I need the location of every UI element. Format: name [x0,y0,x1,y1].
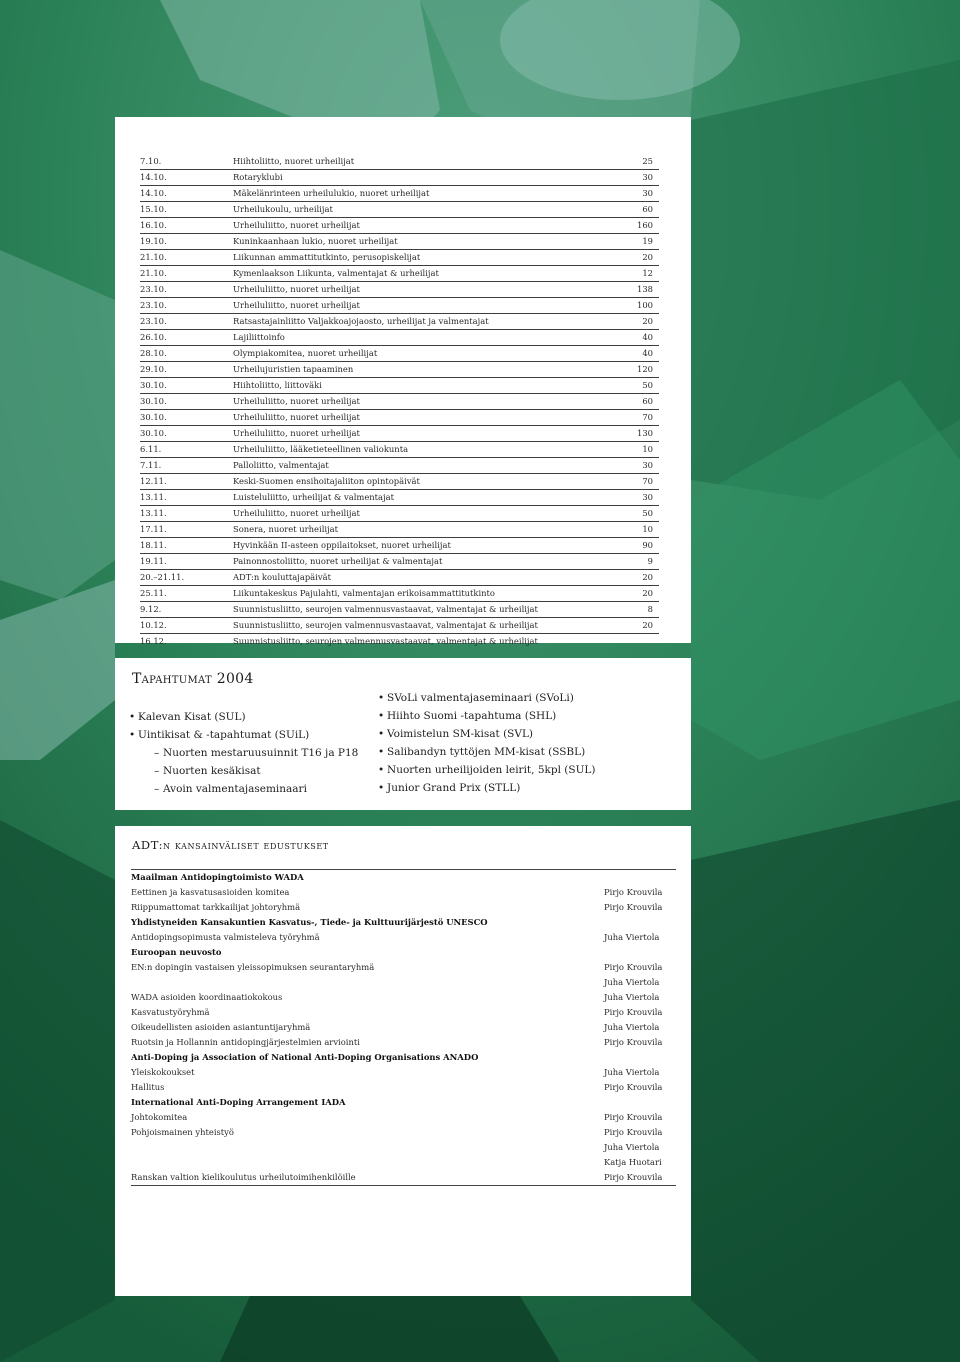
event-text: Nuorten mestaruusuinnit T16 ja P18 [163,747,359,759]
bullet-marker: • [378,710,385,722]
schedule-description: Suunnistusliitto, seurojen valmennusvastaavat, valmentajat & urheilijat [233,620,538,630]
schedule-description: Kymenlaakson Liikunta, valmentajat & urheilijat [233,268,439,278]
schedule-row [140,554,659,570]
schedule-row [140,250,659,266]
adt-person: Pirjo Krouvila [604,1127,663,1137]
adt-label: Pohjoismainen yhteistyö [131,1127,234,1137]
schedule-date: 26.10. [140,332,167,342]
schedule-row [140,202,659,218]
schedule-date: 10.12. [140,620,167,630]
schedule-row [140,410,659,426]
event-text: Nuorten urheilijoiden leirit, 5kpl (SUL) [387,764,596,776]
schedule-row [140,170,659,186]
adt-label: Yhdistyneiden Kansakuntien Kasvatus-, Tiede- ja Kulttuurijärjestö UNESCO [131,917,488,927]
schedule-count: 160 [637,220,653,230]
schedule-description: Urheiluliitto, nuoret urheilijat [233,300,360,310]
schedule-count: 50 [642,380,653,390]
events-list-left [129,708,358,798]
schedule-count: 20 [642,252,653,262]
adt-row [131,930,676,945]
adt-label: Yleiskokoukset [131,1067,195,1077]
schedule-row [140,186,659,202]
schedule-row [140,330,659,346]
schedule-date: 12.11. [140,476,167,486]
schedule-date: 9.12. [140,604,162,614]
schedule-count: 20 [642,588,653,598]
schedule-count: 20 [642,572,653,582]
bullet-marker: • [378,764,385,776]
schedule-count: 60 [642,396,653,406]
schedule-row [140,602,659,618]
adt-label: Eettinen ja kasvatusasioiden komitea [131,887,290,897]
adt-row [131,1080,676,1095]
schedule-row [140,506,659,522]
schedule-date: 13.11. [140,492,167,502]
schedule-row [140,154,659,170]
schedule-count: 60 [642,204,653,214]
event-text: Nuorten kesäkisat [163,765,261,777]
schedule-count: 30 [642,172,653,182]
schedule-date: 17.11. [140,524,167,534]
event-text: Avoin valmentajaseminaari [163,783,307,795]
schedule-count: 30 [642,492,653,502]
schedule-description: Keski-Suomen ensihoitajaliiton opintopäivät [233,476,420,486]
event-item [378,743,596,761]
schedule-date: 19.10. [140,236,167,246]
schedule-count: 8 [647,604,653,614]
schedule-date: 19.11. [140,556,167,566]
adt-person: Juha Viertola [604,1067,660,1077]
schedule-date: 21.10. [140,252,167,262]
event-text: Uintikisat & -tapahtumat (SUiL) [138,729,310,741]
adt-organization-heading [131,945,676,960]
schedule-date: 18.11. [140,540,167,550]
event-item [129,762,358,780]
schedule-date: 23.10. [140,284,167,294]
schedule-description: Liikunnan ammattitutkinto, perusopiskelijat [233,252,421,262]
schedule-count: 10 [642,444,653,454]
schedule-date: 30.10. [140,428,167,438]
adt-row [131,975,676,990]
schedule-description: Painonnostoliitto, nuoret urheilijat & valmentajat [233,556,443,566]
adt-person: Juha Viertola [604,1022,660,1032]
schedule-row [140,458,659,474]
events-list-right [378,689,596,797]
event-text: SVoLi valmentajaseminaari (SVoLi) [387,692,574,704]
adt-person: Katja Huotari [604,1157,662,1167]
schedule-row [140,442,659,458]
adt-person: Juha Viertola [604,992,660,1002]
adt-organization-heading [131,1050,676,1065]
schedule-row [140,426,659,442]
schedule-description: Hyvinkään II-asteen oppilaitokset, nuoret urheilijat [233,540,451,550]
adt-person: Pirjo Krouvila [604,1007,663,1017]
schedule-row [140,634,659,649]
adt-title: ADT:n kansainväliset edustukset [132,838,329,852]
schedule-date: 6.11. [140,444,162,454]
schedule-count: 90 [642,540,653,550]
bullet-marker: • [378,728,385,740]
adt-organization-heading [131,1095,676,1110]
schedule-description: Sonera, nuoret urheilijat [233,524,339,534]
adt-row [131,885,676,900]
adt-row [131,900,676,915]
schedule-date: 23.10. [140,316,167,326]
schedule-description: Rotaryklubi [233,172,283,182]
adt-label: International Anti-Doping Arrangement IADA [131,1097,346,1107]
schedule-description: Urheilukoulu, urheilijat [233,204,333,214]
schedule-date: 20.–21.11. [140,572,185,582]
schedule-row [140,266,659,282]
event-text: Junior Grand Prix (STLL) [387,782,521,794]
adt-label: Johtokomitea [131,1112,188,1122]
adt-label: Kasvatustyöryhmä [131,1007,210,1017]
adt-label: EN:n dopingin vastaisen yleissopimuksen seurantaryhmä [131,962,375,972]
adt-organization-heading [131,915,676,930]
adt-label: Ruotsin ja Hollannin antidopingjärjestelmien arviointi [131,1037,360,1047]
schedule-date: 30.10. [140,380,167,390]
schedule-row [140,538,659,554]
adt-label: WADA asioiden koordinaatiokokous [131,992,283,1002]
schedule-row [140,378,659,394]
schedule-description: ADT:n kouluttajapäivät [233,572,331,582]
event-text: Voimistelun SM-kisat (SVL) [387,728,534,740]
adt-person: Pirjo Krouvila [604,902,663,912]
schedule-count: 10 [642,524,653,534]
schedule-row [140,570,659,586]
schedule-date: 14.10. [140,188,167,198]
schedule-date: 30.10. [140,412,167,422]
adt-row [131,1035,676,1050]
schedule-description: Kuninkaanhaan lukio, nuoret urheilijat [233,236,398,246]
schedule-row [140,474,659,490]
schedule-description: Urheiluliitto, nuoret urheilijat [233,284,360,294]
adt-row [131,1125,676,1140]
adt-table [131,869,676,1186]
schedule-date: 16.10. [140,220,167,230]
adt-row [131,1140,676,1155]
schedule-description: Suunnistusliitto, seurojen valmennusvastaavat, valmentajat & urheilijat [233,636,538,646]
adt-person: Pirjo Krouvila [604,1082,663,1092]
adt-row [131,1020,676,1035]
adt-person: Juha Viertola [604,932,660,942]
event-item [129,780,358,798]
schedule-row [140,586,659,602]
schedule-description: Ratsastajainliitto Valjakkoajojaosto, urheilijat ja valmentajat [233,316,489,326]
schedule-description: Hiihtoliitto, nuoret urheilijat [233,156,355,166]
schedule-date: 21.10. [140,268,167,278]
schedule-row [140,394,659,410]
events-panel [115,658,691,810]
schedule-date: 7.11. [140,460,162,470]
schedule-date: 23.10. [140,300,167,310]
schedule-description: Urheiluliitto, lääketieteellinen valiokunta [233,444,409,454]
schedule-count: 70 [642,476,653,486]
schedule-date: 14.10. [140,172,167,182]
adt-row [131,1170,676,1185]
bullet-marker: • [129,729,136,741]
bullet-marker: – [154,765,160,777]
adt-person: Pirjo Krouvila [604,1112,663,1122]
event-item [378,707,596,725]
schedule-date: 30.10. [140,396,167,406]
adt-organization-heading [131,870,676,885]
event-item [129,744,358,762]
schedule-count: 100 [637,300,653,310]
schedule-date: 29.10. [140,364,167,374]
event-text: Salibandyn tyttöjen MM-kisat (SSBL) [387,746,586,758]
event-item [378,725,596,743]
adt-label: Maailman Antidopingtoimisto WADA [131,872,304,882]
schedule-description: Urheiluliitto, nuoret urheilijat [233,508,360,518]
event-text: Hiihto Suomi -tapahtuma (SHL) [387,710,557,722]
schedule-panel [115,117,691,646]
event-item [129,726,358,744]
schedule-row [140,618,659,634]
adt-person: Pirjo Krouvila [604,962,663,972]
adt-label: Hallitus [131,1082,165,1092]
schedule-description: Mäkelänrinteen urheilulukio, nuoret urheilijat [233,188,430,198]
schedule-description: Luisteluliitto, urheilijat & valmentajat [233,492,394,502]
schedule-date: 25.11. [140,588,167,598]
schedule-description: Liikuntakeskus Pajulahti, valmentajan erikoisammattitutkinto [233,588,495,598]
schedule-row [140,490,659,506]
schedule-row [140,522,659,538]
adt-label: Riippumattomat tarkkailijat johtoryhmä [131,902,301,912]
schedule-row [140,346,659,362]
schedule-description: Lajiliittoinfo [233,332,285,342]
event-item [378,761,596,779]
schedule-description: Suunnistusliitto, seurojen valmennusvastaavat, valmentajat & urheilijat [233,604,538,614]
schedule-count: 50 [642,508,653,518]
adt-label: Anti-Doping ja Association of National Anti-Doping Organisations ANADO [131,1052,479,1062]
adt-person: Pirjo Krouvila [604,1172,663,1182]
schedule-description: Hiihtoliitto, liittoväki [233,380,322,390]
schedule-row [140,362,659,378]
schedule-date: 13.11. [140,508,167,518]
bullet-marker: • [378,782,385,794]
events-title: Tapahtumat 2004 [132,671,254,687]
adt-label: Antidopingsopimusta valmisteleva työryhmä [131,932,320,942]
schedule-count: 40 [642,332,653,342]
bullet-marker: • [378,692,385,704]
adt-row [131,990,676,1005]
schedule-row [140,218,659,234]
adt-person: Pirjo Krouvila [604,887,663,897]
adt-person: Pirjo Krouvila [604,1037,663,1047]
schedule-row [140,234,659,250]
schedule-date: 28.10. [140,348,167,358]
event-text: Kalevan Kisat (SUL) [138,711,246,723]
schedule-description: Urheiluliitto, nuoret urheilijat [233,412,360,422]
adt-row [131,1155,676,1170]
schedule-table [140,154,659,649]
schedule-count: 138 [637,284,653,294]
adt-row [131,960,676,975]
schedule-count: 12 [642,268,653,278]
schedule-count: 30 [642,188,653,198]
schedule-count: 120 [637,364,653,374]
schedule-description: Olympiakomitea, nuoret urheilijat [233,348,378,358]
schedule-count: 20 [642,316,653,326]
schedule-count: 70 [642,412,653,422]
bullet-marker: – [154,747,160,759]
schedule-count: 19 [642,236,653,246]
schedule-row [140,298,659,314]
schedule-description: Palloliitto, valmentajat [233,460,329,470]
schedule-date: 7.10. [140,156,162,166]
adt-person: Juha Viertola [604,977,660,987]
schedule-count: 20 [642,620,653,630]
adt-row [131,1110,676,1125]
adt-row [131,1005,676,1020]
bullet-marker: • [129,711,136,723]
schedule-count: 30 [642,460,653,470]
schedule-date: 16.12. [140,636,167,646]
bullet-marker: – [154,783,160,795]
adt-row [131,1065,676,1080]
schedule-description: Urheiluliitto, nuoret urheilijat [233,428,360,438]
bullet-marker: • [378,746,385,758]
schedule-description: Urheilujuristien tapaaminen [233,364,354,374]
adt-person: Juha Viertola [604,1142,660,1152]
adt-label: Euroopan neuvosto [131,947,222,957]
schedule-count: 130 [637,428,653,438]
schedule-description: Urheiluliitto, nuoret urheilijat [233,220,360,230]
schedule-count: 40 [642,348,653,358]
schedule-row [140,282,659,298]
event-item [378,689,596,707]
event-item [378,779,596,797]
schedule-count: 9 [647,556,653,566]
adt-label: Oikeudellisten asioiden asiantuntijaryhmä [131,1022,311,1032]
schedule-row [140,314,659,330]
event-item [129,708,358,726]
adt-panel [115,826,691,1296]
schedule-count: 25 [642,156,653,166]
schedule-description: Urheiluliitto, nuoret urheilijat [233,396,360,406]
adt-label: Ranskan valtion kielikoulutus urheilutoimihenkilöille [131,1172,356,1182]
schedule-date: 15.10. [140,204,167,214]
